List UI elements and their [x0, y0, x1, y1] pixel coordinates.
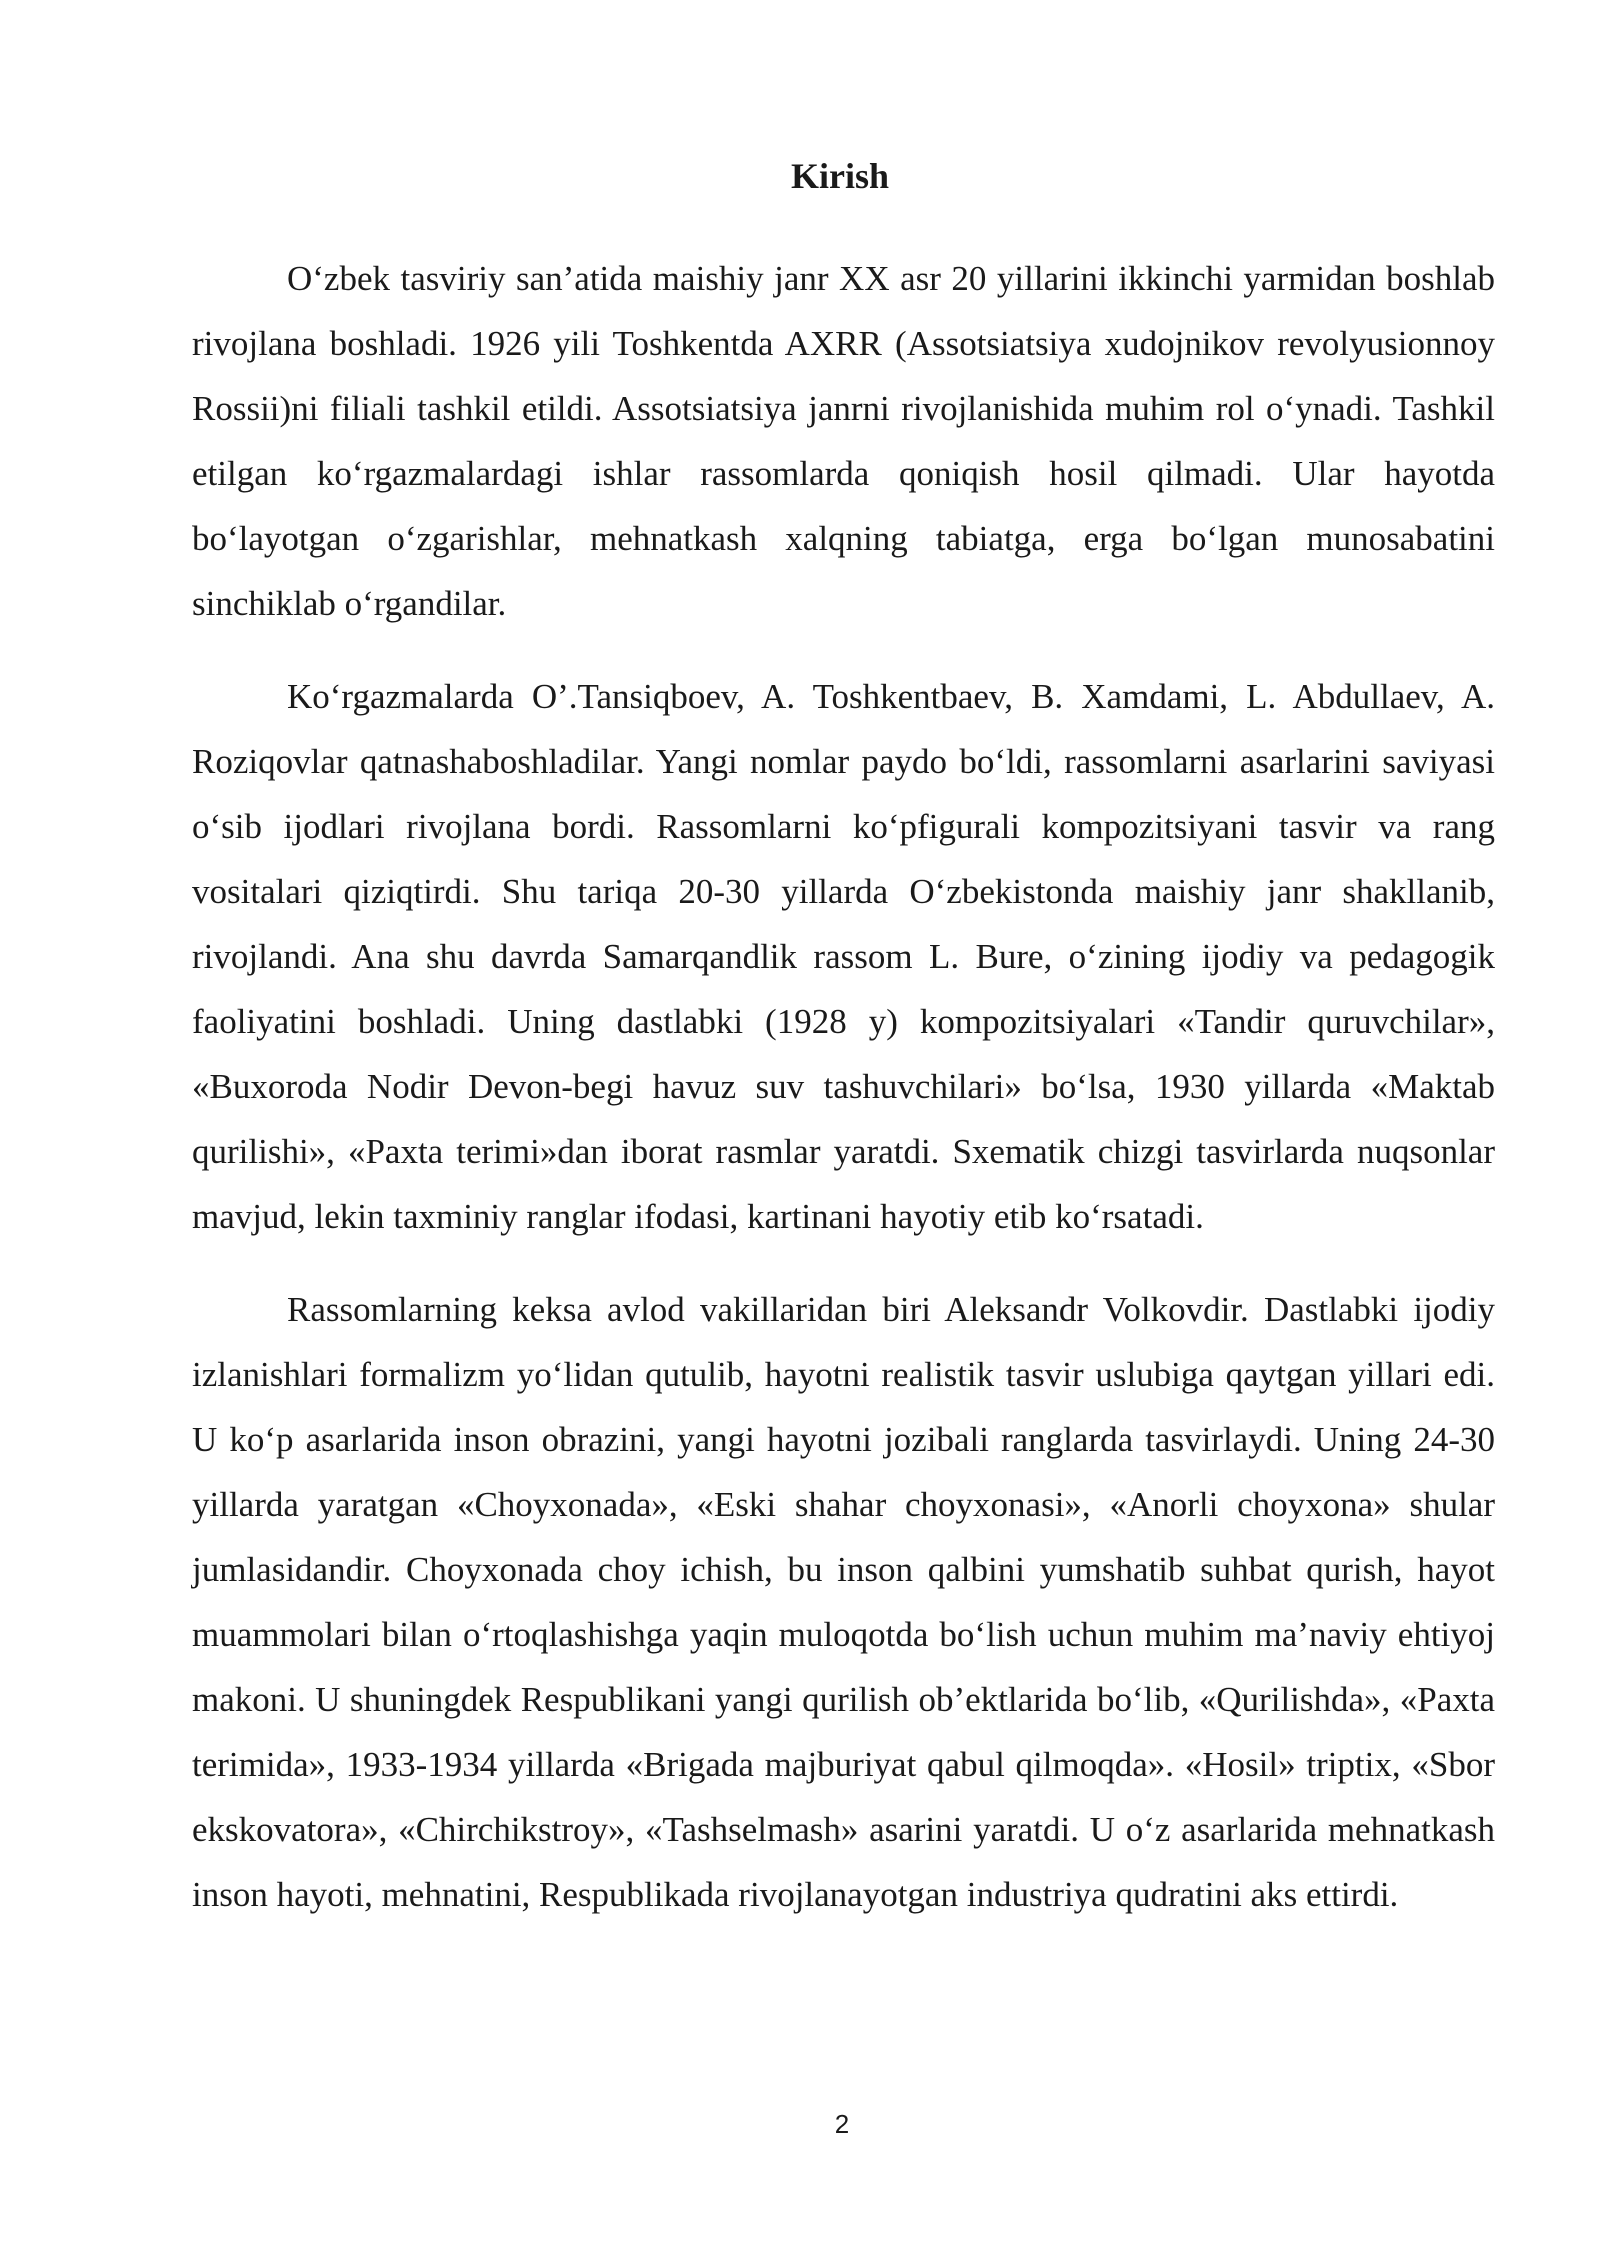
page-number: 2	[834, 2109, 850, 2139]
body-text	[192, 246, 1495, 1955]
paragraph-1: O‘zbek tasviriy san’atida maishiy janr XX asr 20 yillarini ikkinchi yarmidan boshlab rivojlana boshladi. 1926 yili Toshkentda AXRR (Assotsiatsiya xudojnikov revolyusionnoy Rossii)ni filiali tashkil etildi. Assotsiatsiya janrni rivojlanishida muhim rol o‘ynadi. Tashkil etilgan ko‘rgazmalardagi ishlar rassomlarda qoniqish hosil qilmadi. Ular hayotda bo‘layotgan o‘zgarishlar, mehnatkash xalqning tabiatga, erga bo‘lgan munosabatini sinchiklab o‘rgandilar.	[192, 259, 1495, 623]
paragraph-2: Ko‘rgazmalarda O’.Tansiqboev, A. Toshkentbaev, B. Xamdami, L. Abdullaev, A. Roziqovlar qatnashaboshladilar. Yangi nomlar paydo bo‘ldi, rassomlarni asarlarini saviyasi o‘sib ijodlari rivojlana bordi. Rassomlarni ko‘pfigurali kompozitsiyani tasvir va rang vositalari qiziqtirdi. Shu tariqa 20-30 yillarda O‘zbekistonda maishiy janr shakllanib, rivojlandi. Ana shu davrda Samarqandlik rassom L. Bure, o‘zining ijodiy va pedagogik faoliyatini boshladi. Uning dastlabki (1928 y) kompozitsiyalari «Tandir quruvchilar», «Buxoroda Nodir Devon-begi havuz suv tashuvchilari» bo‘lsa, 1930 yillarda «Maktab qurilishi», «Paxta terimi»dan iborat rasmlar yaratdi. Sxematik chizgi tasvirlarda nuqsonlar mavjud, lekin taxminiy ranglar ifodasi, kartinani hayotiy etib ko‘rsatadi.	[192, 677, 1495, 1236]
paragraph-3: Rassomlarning keksa avlod vakillaridan biri Aleksandr Volkovdir. Dastlabki ijodiy izlanishlari formalizm yo‘lidan qutulib, hayotni realistik tasvir uslubiga qaytgan yillari edi. U ko‘p asarlarida inson obrazini, yangi hayotni jozibali ranglarda tasvirlaydi. Uning 24-30 yillarda yaratgan «Choyxonada», «Eski shahar choyxonasi», «Anorli choyxona» shular jumlasidandir. Choyxonada choy ichish, bu inson qalbini yumshatib suhbat qurish, hayot muammolari bilan o‘rtoqlashishga yaqin muloqotda bo‘lish uchun muhim ma’naviy ehtiyoj makoni. U shuningdek Respublikani yangi qurilish ob’ektlarida bo‘lib, «Qurilishda», «Paxta terimida», 1933-1934 yillarda «Brigada majburiyat qabul qilmoqda». «Hosil» triptix, «Sbor ekskovatora», «Chirchikstroy», «Tashselmash» asarini yaratdi. U o‘z asarlarida mehnatkash inson hayoti, mehnatini, Respublikada rivojlanayotgan industriya qudratini aks ettirdi.	[192, 1290, 1495, 1914]
page-title: Kirish	[790, 156, 889, 196]
